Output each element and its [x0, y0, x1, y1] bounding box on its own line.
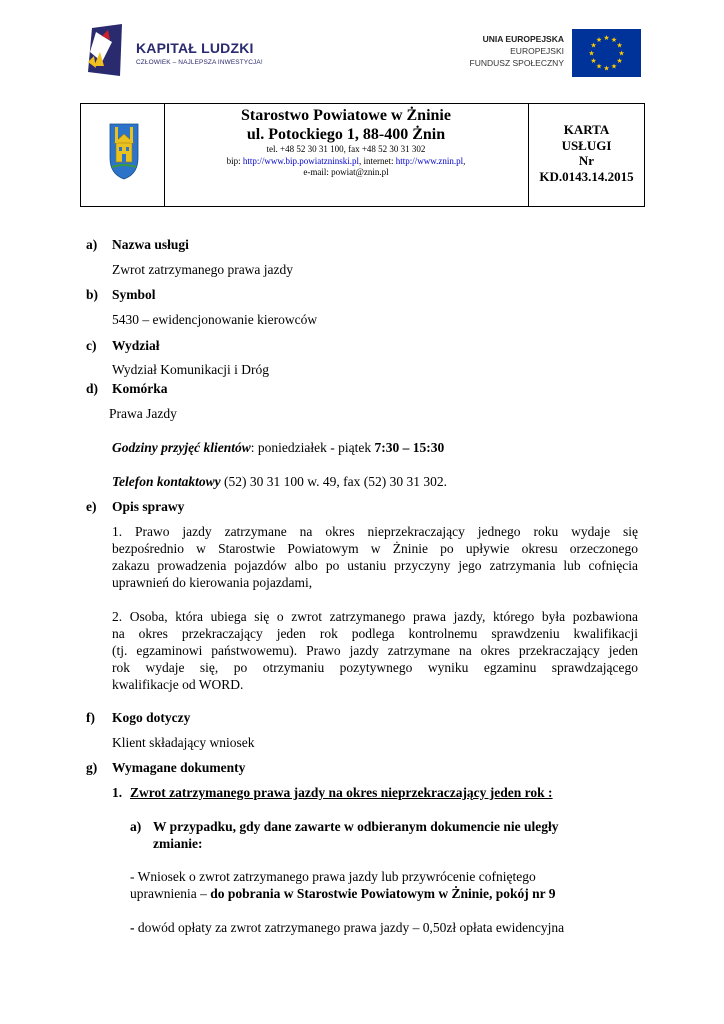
section-c-letter: c) [86, 338, 97, 353]
section-b-title: Symbol [112, 287, 156, 302]
card-label-nr: Nr [578, 153, 595, 168]
header-crest-cell [81, 104, 165, 206]
doc-item-1-text: uprawnienia – [130, 886, 211, 901]
section-g-title: Wymagane dokumenty [112, 760, 246, 775]
svg-text:★: ★ [588, 49, 595, 58]
org-address: ul. Potockiego 1, 88-400 Żnin [246, 126, 446, 143]
paragraph-2-line-3: (tj. egzaminowi państwowemu). Prawo jazdy zatrzymane na okres przekraczający jeden [112, 643, 638, 658]
doc-item-1-line-2 [130, 886, 556, 902]
kapital-ludzki-logo [82, 22, 282, 78]
section-d-text: Prawa Jazdy [109, 406, 177, 421]
office-hours-line [112, 440, 444, 456]
office-hours-label: Godziny przyjęć klientów [112, 440, 251, 455]
contact-phone-line [112, 474, 447, 490]
section-c-title: Wydział [112, 338, 160, 353]
paragraph-1-line-2: bezpośrednio w Starostwie Powiatowym w Żninie po upływie okresu orzeczonego [112, 541, 638, 556]
kapital-ludzki-emblem-icon [82, 22, 132, 78]
office-hours-days: : poniedziałek - piątek [250, 440, 375, 455]
paragraph-2-line-4: rok wydaje się, po otrzymaniu pozytywnego wyniku egzaminu sprawdzającego [112, 660, 638, 675]
org-web-line [165, 156, 527, 168]
section-f-letter: f) [86, 710, 95, 725]
eu-line3: FUNDUSZ SPOŁECZNY [469, 58, 564, 68]
header-table [80, 103, 645, 207]
section-a-title: Nazwa usługi [112, 237, 189, 252]
section-f-title: Kogo dotyczy [112, 710, 191, 725]
section-d-title: Komórka [112, 381, 168, 396]
org-phone: tel. +48 52 30 31 100, fax +48 52 30 31 302 [266, 144, 426, 154]
svg-text:★: ★ [595, 62, 603, 71]
svg-text:★: ★ [610, 36, 618, 44]
svg-text:★: ★ [590, 57, 597, 65]
section-b-text: 5430 – ewidencjonowanie kierowców [112, 312, 318, 327]
office-hours-value: 7:30 – 15:30 [374, 440, 445, 455]
svg-text:★: ★ [616, 57, 623, 65]
svg-text:★: ★ [595, 36, 603, 44]
internet-link[interactable]: http://www.znin.pl [395, 155, 464, 166]
doc-item-1-line-1: - Wniosek o zwrot zatrzymanego prawa jazdy lub przywrócenie cofniętego [130, 869, 536, 884]
paragraph-2-line-1: 2. Osoba, która ubiega się o zwrot zatrzymanego prawa jazdy, którego była pozbawiona [112, 609, 638, 624]
svg-text:★: ★ [616, 41, 623, 50]
doc-case-a-line-2: zmianie: [153, 836, 203, 851]
doc-case-a-letter: a) [130, 819, 142, 834]
paragraph-2-line-5: kwalifikacje od WORD. [112, 677, 244, 692]
card-number: KD.0143.14.2015 [539, 168, 634, 184]
eu-line1: UNIA EUROPEJSKA [482, 34, 564, 44]
section-a-letter: a) [86, 237, 98, 252]
section-d-letter: d) [86, 381, 99, 396]
znin-coat-of-arms-icon [109, 122, 139, 180]
doc-item-1-location: do pobrania w Starostwie Powiatowym w Żninie, pokój nr 9 [210, 886, 556, 901]
contact-phone-value: (52) 30 31 100 w. 49, fax (52) 30 31 302. [220, 474, 447, 489]
svg-text:★: ★ [618, 49, 625, 58]
svg-text:★: ★ [610, 62, 618, 71]
paragraph-1-line-4: uprawnień do kierowania pojazdami, [112, 575, 313, 590]
paragraph-1-line-1: 1. Prawo jazdy zatrzymane na okres nieprzekraczający jednego roku wydaje się [112, 524, 638, 539]
contact-phone-label: Telefon kontaktowy [112, 474, 221, 489]
org-email: e-mail: powiat@znin.pl [303, 167, 389, 177]
doc-list-1-number: 1. [112, 785, 123, 800]
card-label-uslugi: USŁUGI [561, 137, 612, 153]
eu-line2: EUROPEJSKI [510, 46, 564, 56]
svg-text:★: ★ [603, 34, 610, 42]
section-g-letter: g) [86, 760, 98, 775]
paragraph-1-line-3: zakazu prowadzenia pojazdów albo po ustaniu przyczyny jego zatrzymania lub cofnięcia [112, 558, 638, 573]
doc-item-2-text: dowód opłaty za zwrot zatrzymanego prawa jazdy – 0,50zł opłata ewidencyjna [137, 920, 565, 935]
bip-label: bip: [226, 155, 243, 166]
org-name: Starostwo Powiatowe w Żninie [241, 107, 451, 124]
section-e-letter: e) [86, 499, 97, 514]
svg-text:★: ★ [603, 64, 610, 73]
section-c-text: Wydział Komunikacji i Dróg [112, 362, 270, 377]
paragraph-2-line-2: na okres przekraczający jeden rok podlega kontrolnemu sprawdzeniu kwalifikacji [112, 626, 638, 641]
section-b-letter: b) [86, 287, 99, 302]
bip-link[interactable]: http://www.bip.powiatzninski.pl [242, 155, 359, 166]
trailing-comma: , [463, 155, 466, 166]
card-label-karta: KARTA [563, 122, 610, 137]
doc-item-2 [130, 920, 564, 936]
section-f-text: Klient składający wniosek [112, 735, 255, 750]
doc-item-2-dash: - [130, 920, 138, 935]
eu-flag-icon [572, 29, 641, 77]
header-org-cell [165, 104, 527, 206]
service-card-cell [528, 104, 644, 206]
svg-text:★: ★ [590, 41, 597, 50]
doc-case-a-line-1: W przypadku, gdy dane zawarte w odbieranym dokumencie nie uległy [153, 819, 559, 834]
eu-logo-text [470, 33, 564, 69]
section-a-text: Zwrot zatrzymanego prawa jazdy [112, 262, 294, 277]
section-e-title: Opis sprawy [112, 499, 185, 514]
doc-list-1-title: Zwrot zatrzymanego prawa jazdy na okres nieprzekraczający jeden rok : [130, 785, 553, 800]
kapital-ludzki-title: KAPITAŁ LUDZKI [136, 40, 254, 56]
kapital-ludzki-subtitle: CZŁOWIEK – NAJLEPSZA INWESTYCJA! [136, 59, 263, 66]
internet-label: , internet: [359, 155, 396, 166]
